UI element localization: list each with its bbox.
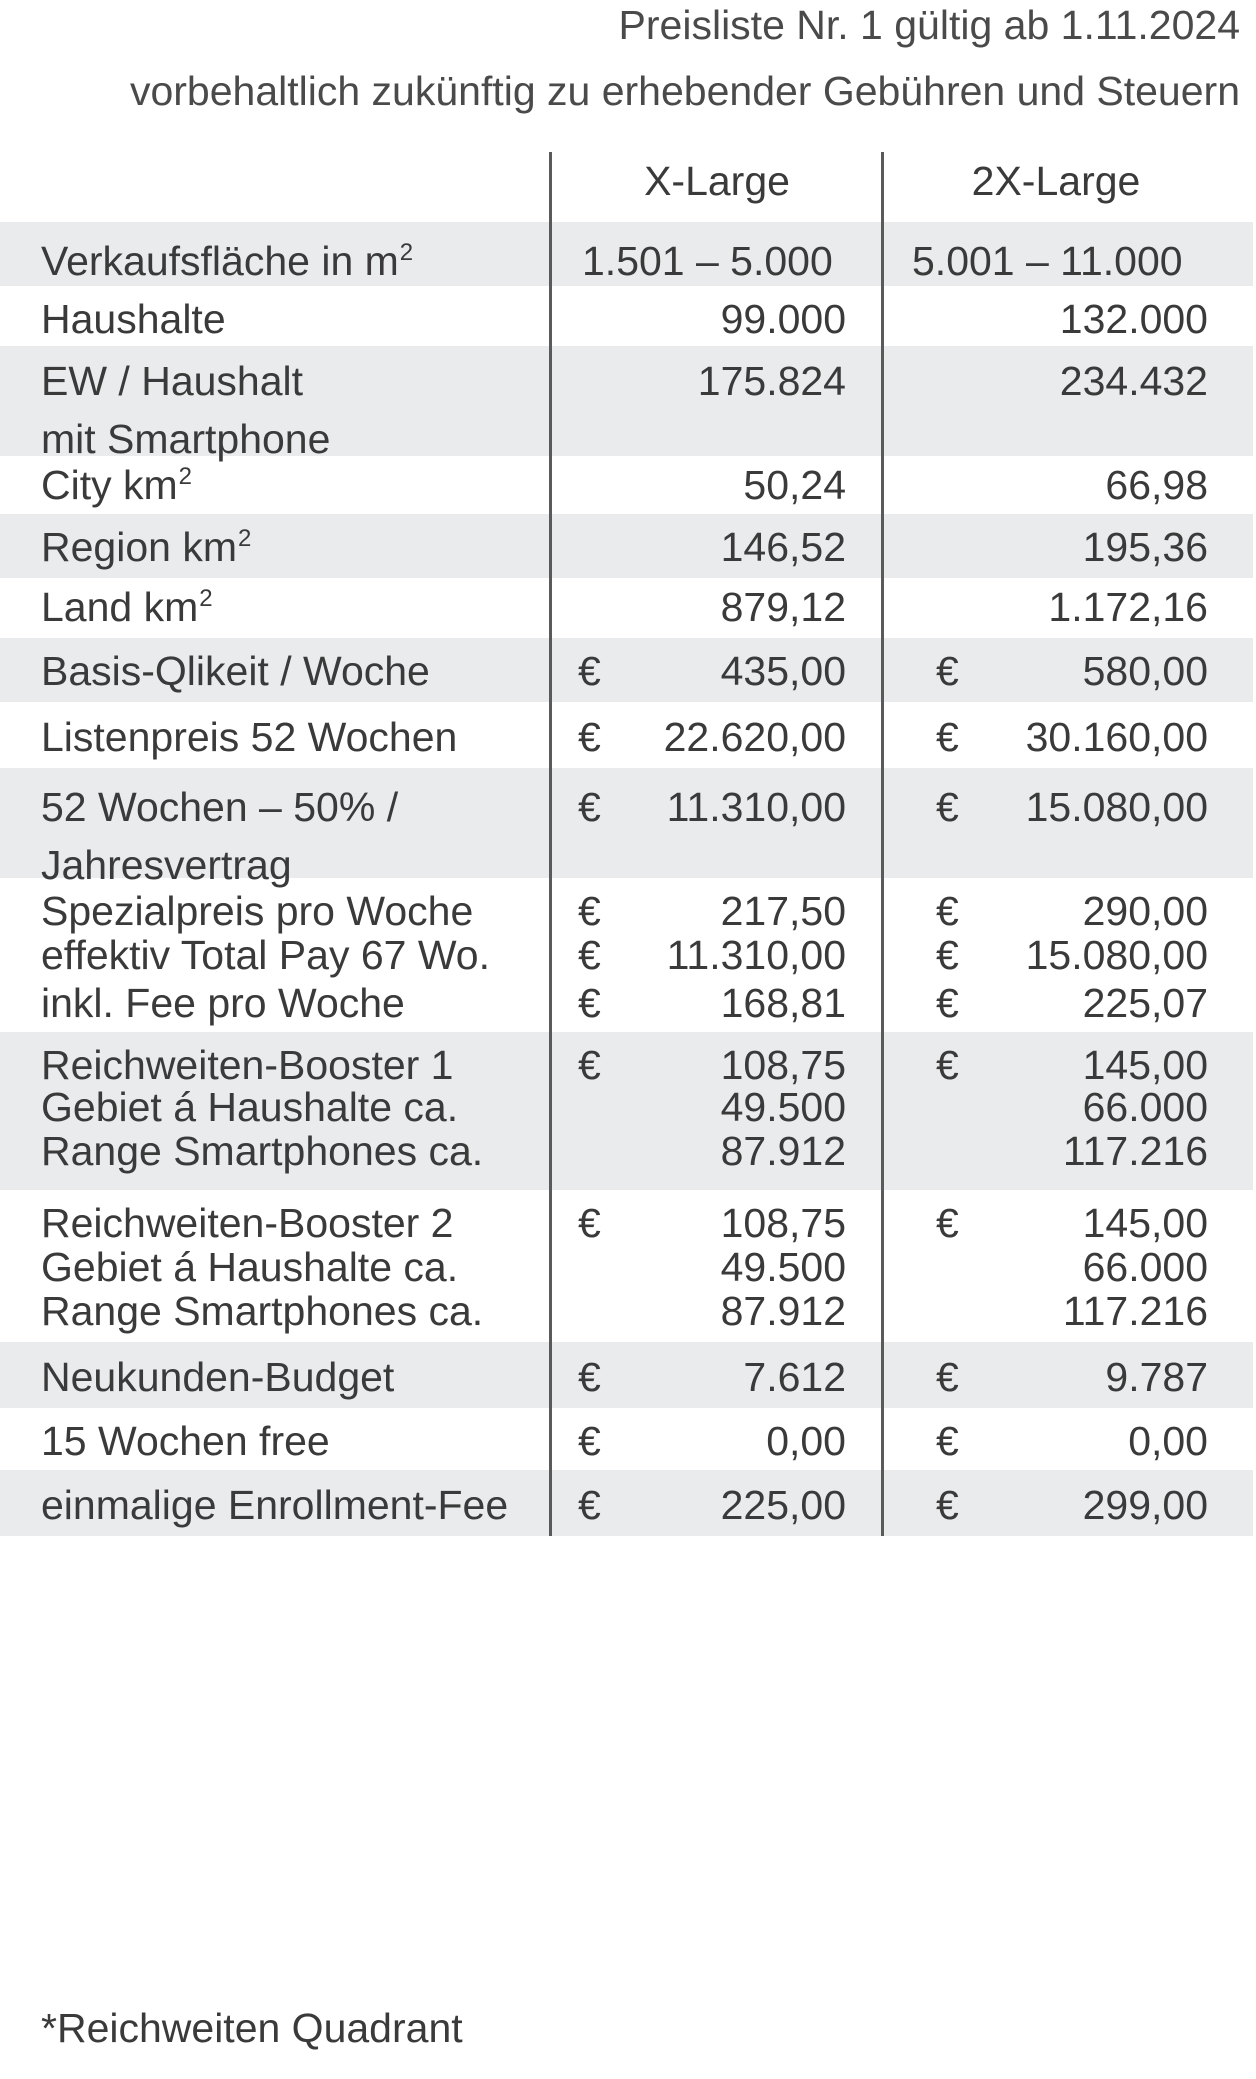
x-large-value: 225,00 [720,1482,846,1528]
currency-euro: € [936,648,959,694]
2x-large-value: 234.432 [1059,358,1208,404]
x-large-value: 99.000 [720,296,846,342]
table-row: Spezialpreis pro Woche effektiv Total Pay 67 Wo. inkl. Fee pro Woche 217,50 11.310,00 168,81 290,00 15.080,00 225,07 € € € € € € [0,878,1253,1032]
currency-euro: € [936,714,959,760]
2x-large-value: 30.160,00 [1025,714,1208,760]
x-large-value: 22.620,00 [663,714,846,760]
currency-euro: € [578,714,601,760]
2x-large-value: 0,00 [1128,1418,1208,1464]
table-row [0,768,1253,888]
2x-large-value: 580,00 [1082,648,1208,694]
2x-large-value: 66,98 [1105,462,1208,508]
table-row [0,578,1253,638]
price-table [0,152,1253,1536]
table-row [0,456,1253,514]
currency-euro: € [936,784,959,830]
2x-large-value: 5.001 – 11.000 [912,238,1183,284]
currency-euro: € [936,1482,959,1528]
row-label: einmalige Enrollment-Fee [41,1482,509,1528]
currency-euro: € [936,1042,959,1088]
x-large-value: 217,50 11.310,00 168,81 [666,888,846,1026]
currency-euro: € € € [578,888,601,1026]
row-label: 52 Wochen – 50% / Jahresvertrag [41,784,399,888]
row-label: Verkaufsfläche in $m^2$ [41,238,414,284]
table-row [0,286,1253,346]
currency-euro: € [578,1354,601,1400]
currency-euro: € € € [936,888,959,1026]
2x-large-value: 195,36 [1082,524,1208,570]
row-label: City $km^2$ [41,462,193,508]
row-label: Region $km^2$ [41,524,252,570]
row-label: Basis-Qlikeit / Woche [41,648,430,694]
2x-large-value: 290,00 15.080,00 225,07 [1025,888,1208,1026]
price-list-title: Preisliste Nr. 1 gültig ab 1.11.2024 [618,2,1240,48]
table-row: Reichweiten-Booster 2 Gebiet á Haushalte ca. Range Smartphones ca. 108,75 49.500 87.912 145,00 66.000 117.216 € € [0,1190,1253,1342]
2x-large-value: 299,00 [1082,1482,1208,1528]
table-row [0,222,1253,286]
x-large-value: 11.310,00 [666,784,846,830]
2x-large-value: 1.172,16 [1048,584,1208,630]
row-label: 15 Wochen free [41,1418,330,1464]
column-divider [881,152,884,1536]
currency-euro: € [936,1354,959,1400]
row-label: Haushalte [41,296,226,342]
x-large-value: 108,75 49.500 87.912 [720,1042,846,1174]
row-label: Neukunden-Budget [41,1354,395,1400]
price-list-subtitle: vorbehaltlich zukünftig zu erhebender Gebühren und Steuern [129,68,1240,114]
row-label: Land $km^2$ [41,584,213,630]
x-large-value: 435,00 [720,648,846,694]
table-row [0,346,1253,462]
2x-large-value: 9.787 [1105,1354,1208,1400]
table-row [0,1470,1253,1536]
2x-large-value: 132.000 [1059,296,1208,342]
table-row [0,1342,1253,1408]
table-row [0,514,1253,578]
table-row [0,638,1253,702]
2x-large-value: 15.080,00 [1025,784,1208,830]
2x-large-value: 145,00 66.000 117.216 [1062,1200,1208,1334]
x-large-value: 879,12 [720,584,846,630]
2x-large-value: 145,00 66.000 117.216 [1062,1042,1208,1174]
table-row [0,1408,1253,1470]
x-large-value: 50,24 [743,462,846,508]
x-large-value: 7.612 [743,1354,846,1400]
column-header-2x-large: 2X-Large [971,158,1141,204]
row-label: EW / Haushalt mit Smartphone [41,358,331,462]
currency-euro: € [578,1418,601,1464]
footnote: *Reichweiten Quadrant [41,2005,463,2051]
currency-euro: € [578,1042,601,1088]
x-large-value: 108,75 49.500 87.912 [720,1200,846,1334]
currency-euro: € [936,1200,959,1246]
column-divider [549,152,552,1536]
x-large-value: 0,00 [766,1418,846,1464]
currency-euro: € [936,1418,959,1464]
currency-euro: € [578,1200,601,1246]
x-large-value: 146,52 [720,524,846,570]
x-large-value: 1.501 – 5.000 [582,238,833,284]
currency-euro: € [578,1482,601,1528]
x-large-value: 175.824 [697,358,846,404]
column-header-x-large: X-Large [644,158,790,204]
table-row: Reichweiten-Booster 1 Gebiet á Haushalte ca. Range Smartphones ca. 108,75 49.500 87.912 145,00 66.000 117.216 € € [0,1032,1253,1190]
table-row [0,702,1253,768]
currency-euro: € [578,784,601,830]
currency-euro: € [578,648,601,694]
row-label: Listenpreis 52 Wochen [41,714,458,760]
